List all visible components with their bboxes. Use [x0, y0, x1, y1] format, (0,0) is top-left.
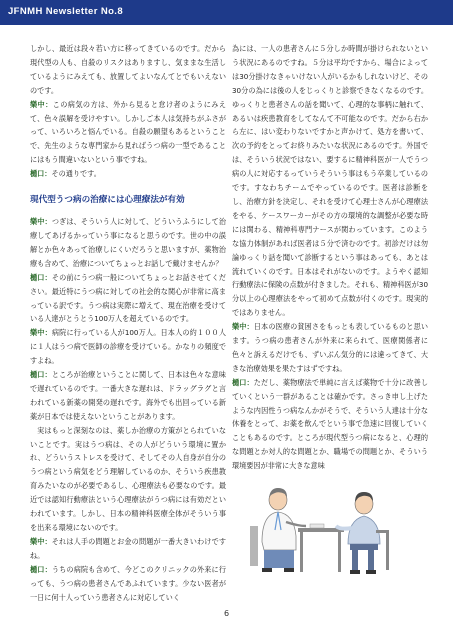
paragraph-text: 実はもっと深刻なのは、薬しか治療の方策がとられていないことです。実はうつ病は、その人がどういう環境に置かれ、どういうストレスを受けて、そしてその人自身が自分のうつ病という病気をどう理解しているのか、そういう疾患教育みたいなのが必要であるし、心理療法も必要なのです。最近では認知行動療法という心理療法がうつ病には有効だといわれています。しかし、日本の精神科医療全体がそういう事を出来る環境にないのです。 — [30, 425, 226, 532]
speaker-label: 樋口： — [30, 272, 52, 282]
paragraph — [30, 563, 226, 605]
paragraph-text: その前にうつ病一般についてちょっとお話させてください。最近特にうつ病に対しての社会的な関心が非常に高まっている訳です。うつ病は実際に増えて、現在治療を受けている人達がとうとう100万人を超えているのです。 — [30, 272, 226, 324]
speaker-label: 樋口： — [30, 564, 52, 574]
paragraph-text: つぎは、そういう人に対して、どういうふうにして治療してあげるかっていう事になると思うのです。世の中の誤解とか色々あって治療しにくいだろうと思いますが、薬物治療も含めて、治療についてちょっとお話しで戴けませんか？ — [30, 217, 226, 268]
paragraph — [232, 376, 428, 473]
paragraph — [30, 98, 226, 168]
page-number: 6 — [223, 609, 230, 618]
speaker-label: 樋口： — [30, 169, 52, 179]
paragraph — [30, 535, 226, 563]
left-column — [30, 42, 226, 604]
paragraph — [30, 326, 226, 368]
speaker-label: 樋口： — [232, 377, 254, 387]
paragraph-text: うちの病院も含めて、今どこのクリニックの外来に行っても、うつ病の患者さんであふれています。少ない医者が一日に何十人っていう患者さんに対応していく — [30, 564, 226, 602]
speaker-label: 樂中： — [30, 217, 52, 227]
paragraph-text: しかし、最近は段々若い方に移ってきているのです。だから現代型の人も、自殺のリスクはありますし、気ままな生活しているようにみえても、放置してよいなんてとでもいえないのです。 — [30, 44, 226, 95]
paragraph-text: ただし、薬物療法で単純に言えば薬物で十分に改善していくという一群があることは確かです。さっき申し上げたような内因性うつ病なんかがそうで、そういう人達は十分な休養をとって、お薬を飲んでという事で急速に回復していくこともあるのです。ところが現代型うつ病になると、心理的な問題とか対人的な問題とか、職場での問題とか、そういう環境要因が非常に大きな意味 — [232, 377, 428, 471]
paragraph-text: 病院に行っている人が100万人。日本人の約１００人に１人はうつ病で医師の診療を受けている。かなりの頻度ですよね。 — [30, 328, 226, 366]
speaker-label: 樂中： — [30, 328, 52, 338]
speaker-label: 樂中： — [232, 322, 254, 332]
paragraph-text: 日本の医療の貧困さをもっとも表しているものと思います。うつ病の患者さんが外来に来られて、医療関係者に色々と訴えるだけでも、ずいぶん気分的には違ってきて、大きな治療効果を果たすはずですね。 — [232, 322, 428, 373]
paragraph-text: この病気の方は、外から見ると怠け者のようにみえて、色々誤解を受けやすい。しかしご本人は気持ちがふさがって、いろいろと悩んでいる。自殺の願望もあるということで、先生のような専門家から見ればうつ病の一型であることにはもう間違いないという事ですね。 — [30, 99, 226, 165]
speaker-label: 樂中： — [30, 99, 53, 109]
doctor-patient-illustration — [240, 470, 400, 578]
paragraph — [30, 368, 226, 424]
paragraph — [232, 42, 428, 320]
paragraph-text: その通りです。 — [51, 169, 101, 179]
right-column — [232, 42, 428, 473]
paragraph — [30, 42, 226, 98]
paragraph — [30, 424, 226, 535]
newsletter-title: JFNMH Newsletter No.8 — [8, 6, 124, 17]
section-heading: 現代型うつ病の治療には心理療法が有効 — [30, 195, 185, 206]
paragraph — [232, 320, 428, 376]
paragraph — [30, 215, 226, 271]
speaker-label: 樋口： — [30, 370, 52, 380]
paragraph — [30, 271, 226, 327]
speaker-label: 樂中： — [30, 536, 52, 546]
paragraph-text: それは人手の問題とお金の問題が一番大きいわけですね。 — [30, 536, 226, 560]
paragraph-text: 為には、一人の患者さんに５分しか時間が掛けられないという状況にあるのですね。５分は平均ですから、場合によっては30分掛けなきゃいけない人がいるかもしれないけど、その30分の為には後の人をじっくりと診察できなくなるのです。ゆっくりと患者さんの話を聞いて、心理的な事柄に触れて、あるいは疾患教育をしてなんて不可能なのです。だから右から左に、はい変わりないですかと声かけて、処方を書いて、次の予約をとってお終りみたいな状況にあるのです。外国では、そういう状況ではない、要するに精神科医が一人でうつ病の人に対応するっていうそういう事はもう卒業しているのです。すなわちチームでやっているのです。医者は診断をし、治療方針を決定し、それを受けて心理士さんが心理療法をやる、ケースワーカーがその方の環境的な調整が必要な時には関わる、精神科専門ナースが関わっています。このような協力体制があれば医者は５分で済むのです。初診だけは勿論ゆっくり話を聞いて診断するという事はあっても、あとは流れていくのです。日本はそれがないのです。ようやく認知行動療法に保険の点数が付きました。それも、精神科医が30分以上の心理療法をやって初めて点数が付くのです。現実的ではありません。 — [232, 44, 428, 318]
newsletter-header-bar — [0, 0, 453, 25]
paragraph-text: ところが治療ということに関して、日本は色々な意味で遅れているのです。一番大きな遅れは、ドラッグラグと言われている新薬の開発の遅れです。海外でも出回っている新薬が日本では使えないということがあります。 — [30, 370, 226, 421]
paragraph — [30, 167, 226, 181]
